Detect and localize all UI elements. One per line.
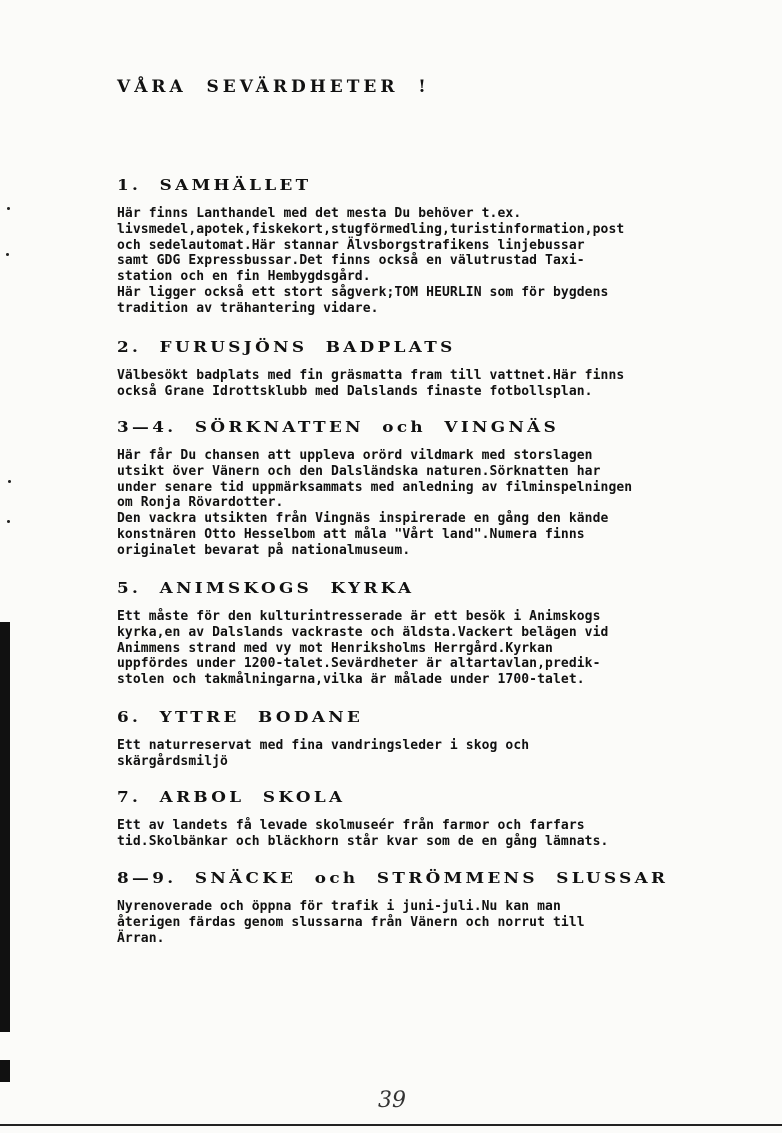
body-line: och sedelautomat.Här stannar Älvsborgstrafikens linjebussar bbox=[117, 237, 585, 253]
body-line: om Ronja Rövardotter. bbox=[117, 495, 284, 511]
body-line: också Grane Idrottsklubb med Dalslands finaste fotbollsplan. bbox=[117, 383, 593, 399]
body-line: Välbesökt badplats med fin gräsmatta fram till vattnet.Här finns bbox=[117, 368, 625, 383]
body-line: Den vackra utsikten från Vingnäs inspirerade en gång den kände bbox=[117, 511, 609, 527]
section-furusjons-badplats bbox=[117, 338, 757, 400]
section-animskogs-kyrka bbox=[117, 579, 757, 688]
body-line: Ett måste för den kulturintresserade är ett besök i Animskogs bbox=[117, 609, 601, 624]
scan-speck bbox=[7, 520, 10, 523]
body-line: stolen och takmålningarna,vilka är målade under 1700-talet. bbox=[117, 672, 585, 688]
section-heading: 1. SAMHÄLLET bbox=[117, 176, 312, 194]
scan-speck bbox=[6, 253, 9, 256]
bottom-rule bbox=[0, 1124, 782, 1126]
page-title: VÅRA SEVÄRDHETER ! bbox=[117, 77, 430, 97]
body-line: utsikt över Vänern och den Dalsländska naturen.Sörknatten har bbox=[117, 463, 601, 479]
section-snacke-strommens-slussar bbox=[117, 869, 757, 946]
body-line: livsmedel,apotek,fiskekort,stugförmedling,turistinformation,post bbox=[117, 221, 625, 237]
section-heading: 2. FURUSJÖNS BADPLATS bbox=[117, 338, 456, 356]
body-line: Här får Du chansen att uppleva orörd vildmark med storslagen bbox=[117, 448, 593, 463]
body-line: under senare tid uppmärksammats med anledning av filminspelningen bbox=[117, 479, 633, 495]
body-line: uppfördes under 1200-talet.Sevärdheter är altartavlan,predik- bbox=[117, 656, 601, 672]
body-line: Här ligger också ett stort sågverk;TOM HEURLIN som för bygdens bbox=[117, 284, 609, 300]
body-line: kyrka,en av Dalslands vackraste och äldsta.Vackert belägen vid bbox=[117, 624, 609, 640]
body-line: tradition av trähantering vidare. bbox=[117, 300, 379, 316]
body-line: Här finns Lanthandel med det mesta Du behöver t.ex. bbox=[117, 206, 522, 221]
body-line: konstnären Otto Hesselbom att måla "Vårt land".Numera finns bbox=[117, 526, 585, 542]
section-arbol-skola bbox=[117, 788, 757, 850]
body-line: originalet bevarat på nationalmuseum. bbox=[117, 542, 411, 558]
scan-edge-shadow bbox=[0, 622, 10, 1032]
body-line: tid.Skolbänkar och bläckhorn står kvar som de en gång lämnats. bbox=[117, 833, 609, 849]
body-line: återigen färdas genom slussarna från Vänern och norrut till bbox=[117, 914, 585, 930]
section-heading: 6. YTTRE BODANE bbox=[117, 708, 364, 726]
section-heading: 8—9. SNÄCKE och STRÖMMENS SLUSSAR bbox=[117, 869, 669, 887]
scan-speck bbox=[8, 480, 11, 483]
scan-speck bbox=[7, 207, 10, 210]
section-heading: 3—4. SÖRKNATTEN och VINGNÄS bbox=[117, 418, 560, 436]
page-number: 39 bbox=[378, 1088, 406, 1113]
body-line: Animmens strand med vy mot Henriksholms Herrgård.Kyrkan bbox=[117, 640, 553, 656]
body-line: station och en fin Hembygdsgård. bbox=[117, 269, 371, 285]
section-heading: 7. ARBOL SKOLA bbox=[117, 788, 346, 806]
scan-edge-mark bbox=[0, 1060, 10, 1082]
section-heading: 5. ANIMSKOGS KYRKA bbox=[117, 579, 415, 597]
section-samhallet bbox=[117, 176, 757, 317]
section-yttre-bodane bbox=[117, 708, 757, 770]
body-line: Ett av landets få levade skolmuseér från farmor och farfars bbox=[117, 818, 585, 833]
section-sorknatten-vingnas bbox=[117, 418, 757, 559]
body-line: Nyrenoverade och öppna för trafik i juni-juli.Nu kan man bbox=[117, 899, 561, 914]
body-line: samt GDG Expressbussar.Det finns också en välutrustad Taxi- bbox=[117, 253, 585, 269]
body-line: Ett naturreservat med fina vandringsleder i skog och bbox=[117, 738, 530, 753]
body-line: skärgårdsmiljö bbox=[117, 753, 228, 769]
body-line: Ärran. bbox=[117, 930, 165, 946]
